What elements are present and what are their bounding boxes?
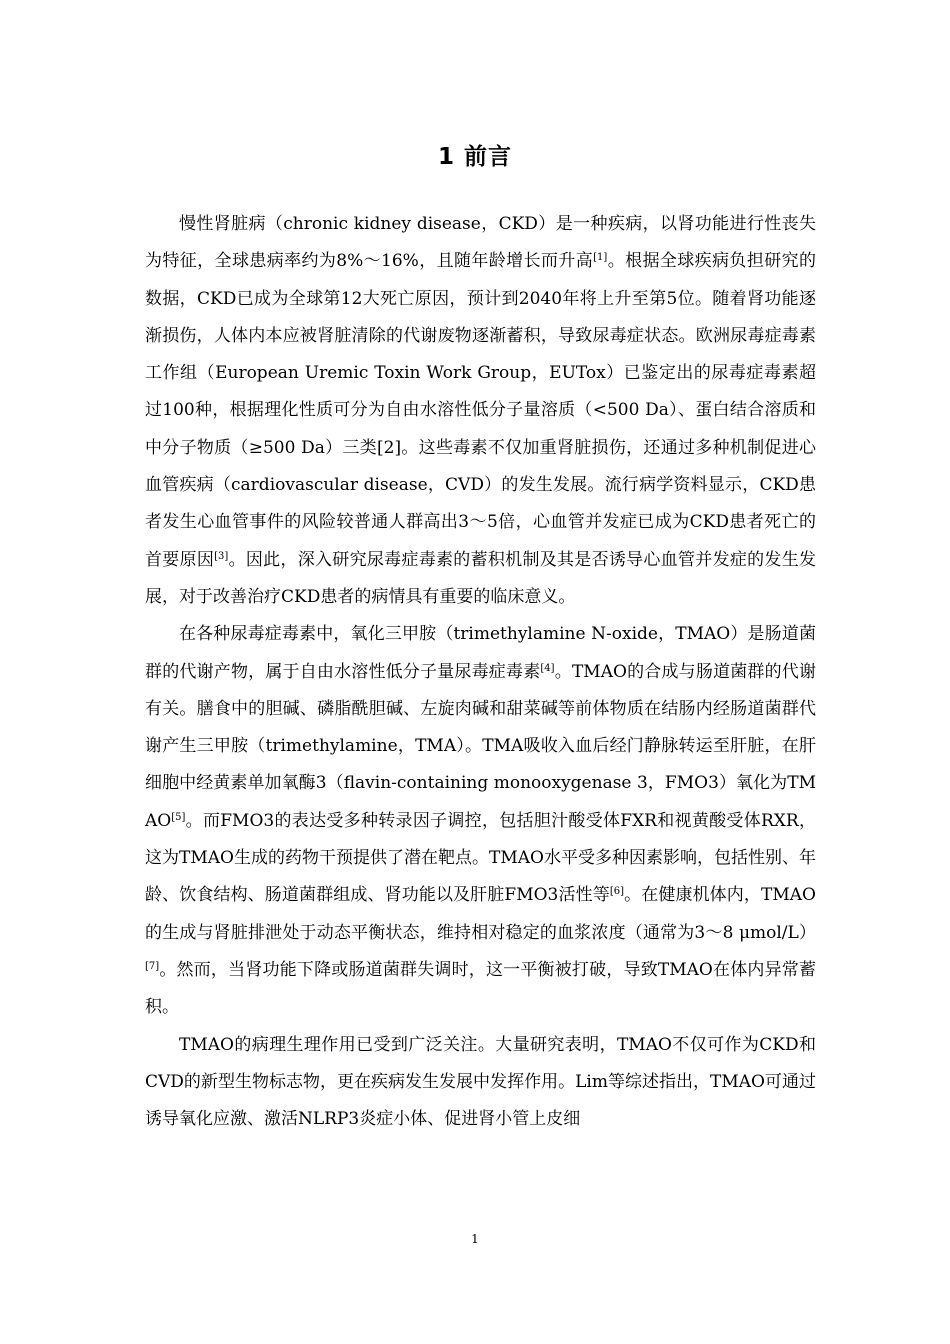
citation-marker: [7]	[145, 960, 160, 972]
citation-marker: [6]	[609, 886, 624, 898]
paragraph	[145, 206, 816, 616]
paragraph-text: 。而FMO3的表达受多种转录因子调控，包括胆汁酸受体FXR和视黄酸受体RXR，这为TMAO生成的药物干预提供了潜在靶点。TMAO水平受多种因素影响，包括性别、年龄、饮食结构、肠道菌群组成、肾功能以及肝脏FMO3活性等	[145, 810, 816, 906]
body-text	[145, 206, 816, 1138]
chapter-title: 1 前言	[437, 144, 512, 170]
paragraph-text: 。在健康机体内，TMAO的生成与肾脏排泄处于动态平衡状态，维持相对稳定的血浆浓度（通常为3～8 μmol/L）	[145, 885, 816, 943]
citation-marker: [4]	[540, 662, 555, 674]
page-number: 1	[471, 1232, 479, 1246]
paragraph-text: 。根据全球疾病负担研究的数据，CKD已成为全球第12大死亡原因，预计到2040年将上升至第5位。随着肾功能逐渐损伤，人体内本应被肾脏清除的代谢废物逐渐蓄积，导致尿毒症状态。欧洲尿毒症毒素工作组（European Uremic Toxin Work Group，EUTox）已鉴定出的尿毒症毒素超过100种，根据理化性质可分为自由水溶性低分子量溶质（<500 Da）、蛋白结合溶质和中分子物质（≥500 Da）三类[2]。这些毒素不仅加重肾脏损伤，还通过多种机制促进心血管疾病（cardiovascular disease，CVD）的发生发展。流行病学资料显示，CKD患者发生心血管事件的风险较普通人群高出3～5倍，心血管并发症已成为CKD患者死亡的首要原因	[145, 251, 816, 570]
paragraph	[145, 616, 816, 1026]
paragraph	[145, 1027, 816, 1139]
paragraph-text: 在各种尿毒症毒素中，氧化三甲胺（trimethylamine N-oxide，TMAO）是肠道菌群的代谢产物，属于自由水溶性低分子量尿毒症毒素	[145, 624, 816, 682]
paragraph-text: 慢性肾脏病（chronic kidney disease，CKD）是一种疾病，以肾功能进行性丧失为特征，全球患病率约为8%～16%，且随年龄增长而升高	[145, 214, 816, 272]
citation-marker: [5]	[171, 811, 186, 823]
citation-marker: [3]	[214, 550, 229, 562]
paragraph-text: TMAO的病理生理作用已受到广泛关注。大量研究表明，TMAO不仅可作为CKD和CVD的新型生物标志物，更在疾病发生发展中发挥作用。Lim等综述指出，TMAO可通过诱导氧化应激、激活NLRP3炎症小体、促进肾小管上皮细	[145, 1034, 816, 1130]
paragraph-text: 。TMAO的合成与肠道菌群的代谢有关。膳食中的胆碱、磷脂酰胆碱、左旋肉碱和甜菜碱等前体物质在结肠内经肠道菌群代谢产生三甲胺（trimethylamine，TMA）。TMA吸收入血后经门静脉转运至肝脏，在肝细胞中经黄素单加氧酶3（flavin-containing monooxygenase 3，FMO3）氧化为TMAO	[145, 661, 816, 831]
citation-marker: [1]	[593, 252, 608, 264]
paragraph-text: 。然而，当肾功能下降或肠道菌群失调时，这一平衡被打破，导致TMAO在体内异常蓄积。	[145, 959, 816, 1018]
paragraph-text: 。因此，深入研究尿毒症毒素的蓄积机制及其是否诱导心血管并发症的发生发展，对于改善治疗CKD患者的病情具有重要的临床意义。	[145, 549, 816, 607]
